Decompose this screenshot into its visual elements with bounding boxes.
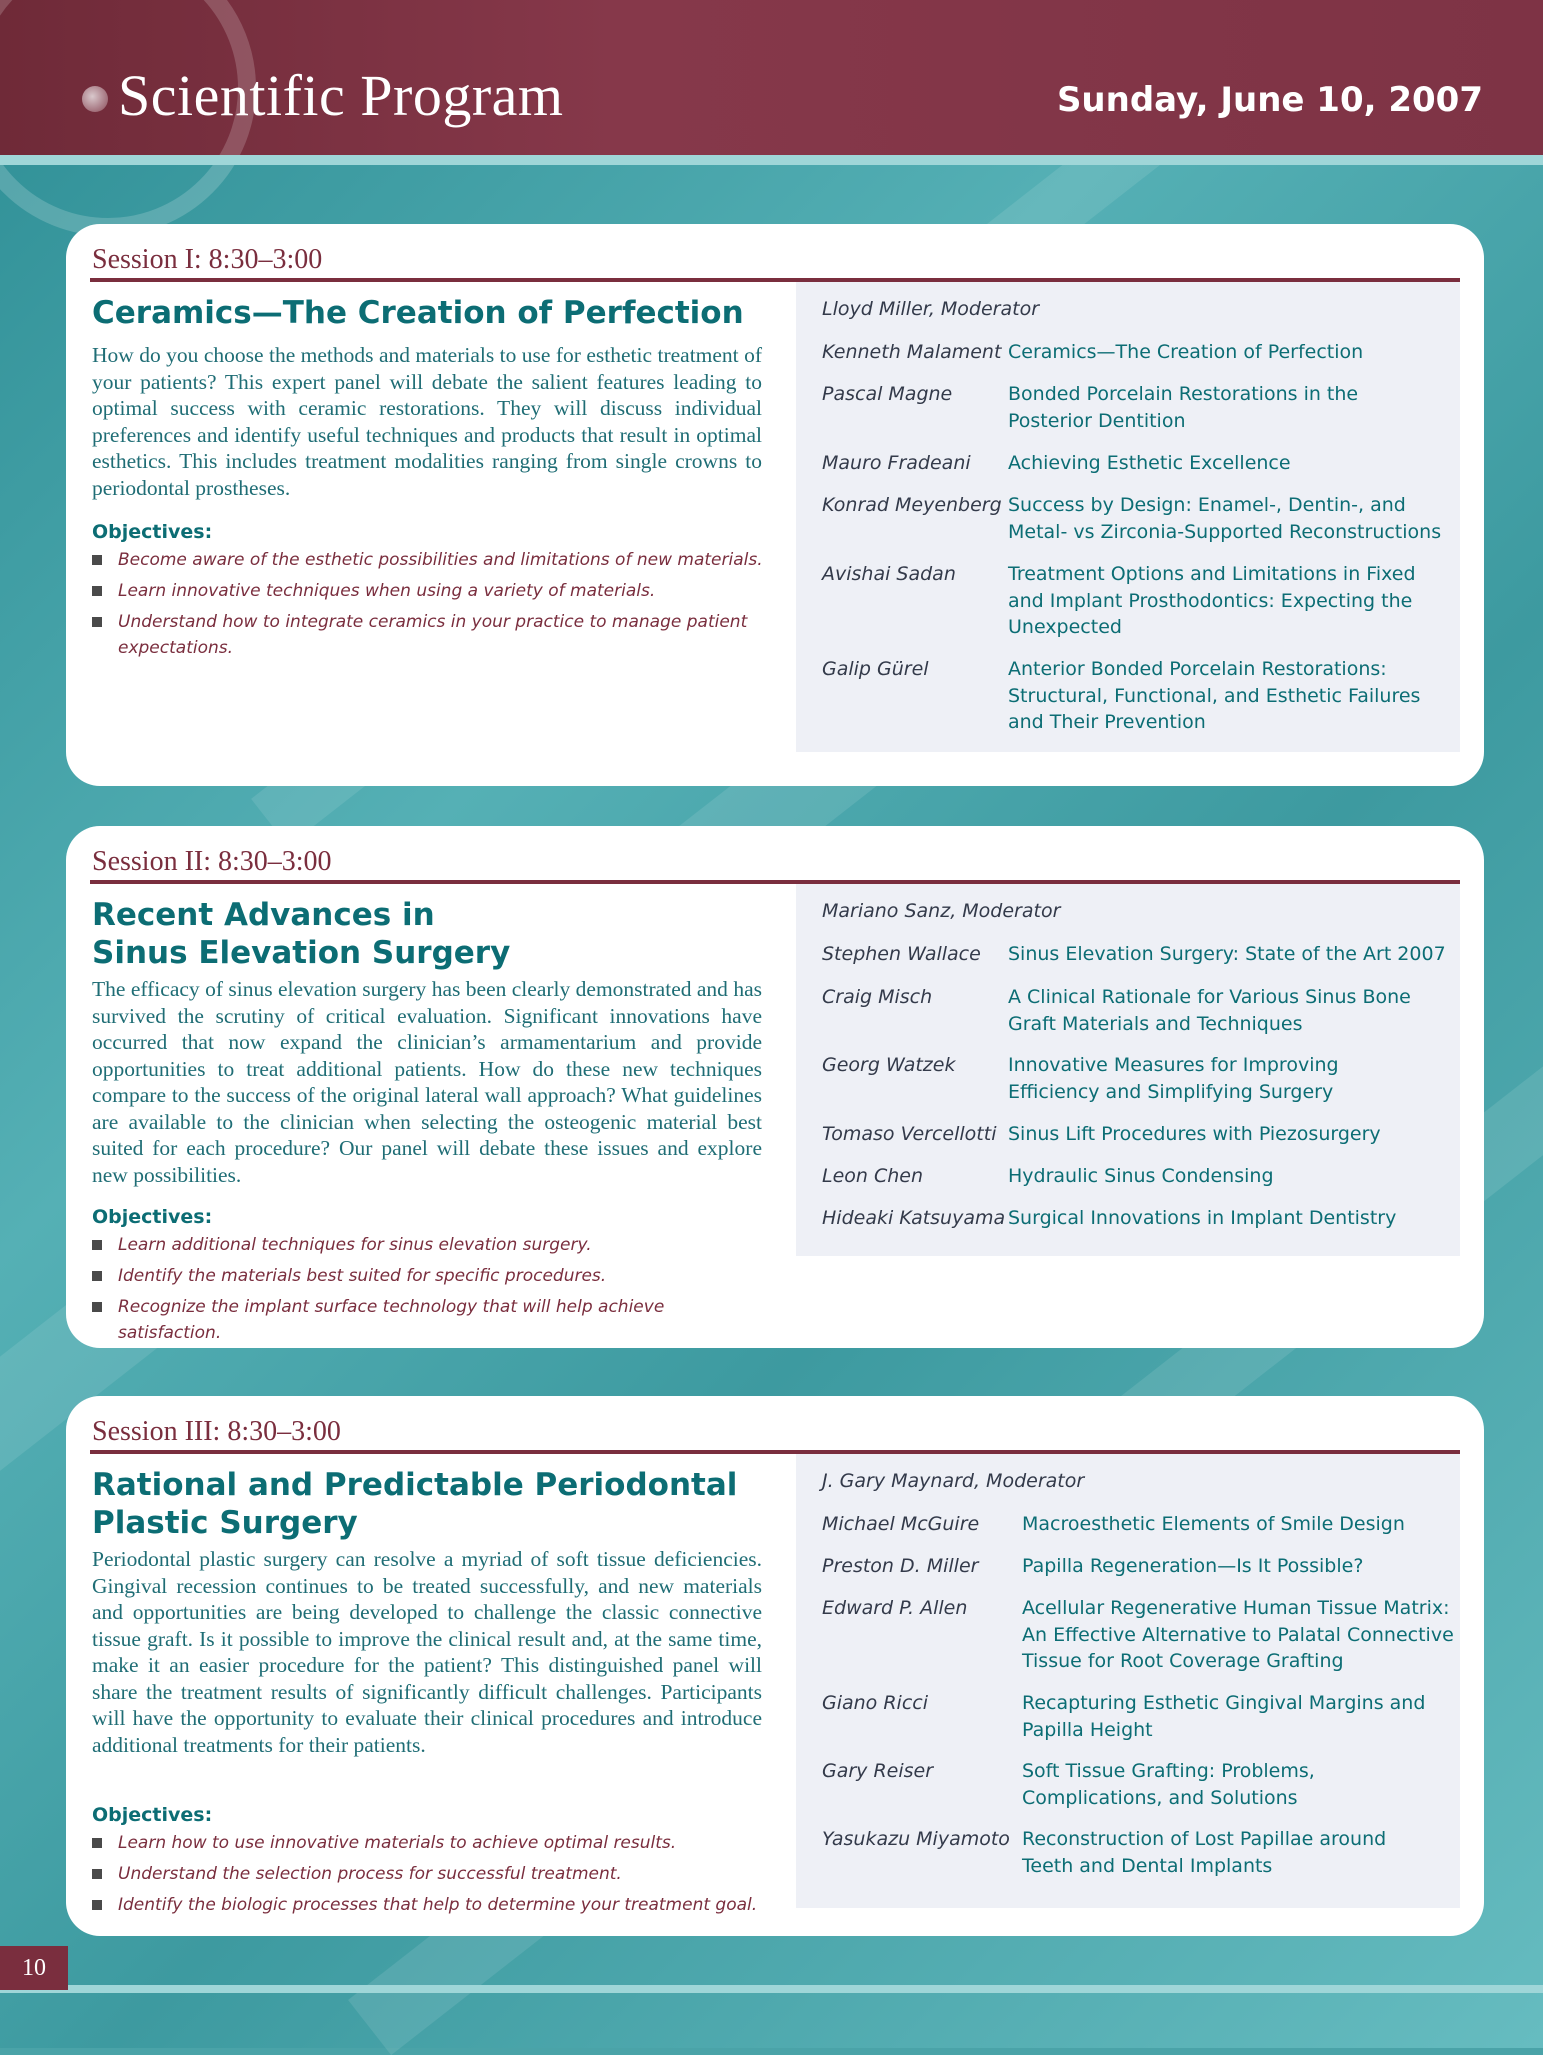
objectives-heading: Objectives: xyxy=(92,1206,213,1228)
talk-title: Acellular Regenerative Human Tissue Matrix: An Effective Alternative to Palatal Connective Tissue for Root Coverage Grafting xyxy=(1022,1597,1454,1672)
talk-title: Papilla Regeneration—Is It Possible? xyxy=(1022,1555,1364,1577)
speaker-name: Tomaso Vercellotti xyxy=(822,1123,997,1145)
talk-title: Achieving Esthetic Excellence xyxy=(1008,452,1291,474)
talk-title: Hydraulic Sinus Condensing xyxy=(1008,1165,1274,1187)
session-title: Recent Advances in Sinus Elevation Surgery xyxy=(92,897,511,971)
session-divider xyxy=(90,278,1460,282)
session-title: Rational and Predictable Periodontal Plastic Surgery xyxy=(92,1467,738,1541)
session-card xyxy=(66,224,1484,786)
session-label: Session II: 8:30–3:00 xyxy=(92,846,332,877)
speaker-name: Gary Reiser xyxy=(822,1760,934,1782)
speaker-name: Hideaki Katsuyama xyxy=(822,1207,1006,1229)
session-divider xyxy=(90,880,1460,884)
footer-divider xyxy=(0,1985,1543,1993)
talk-title: Anterior Bonded Porcelain Restorations: Structural, Functional, and Esthetic Failures and Their Prevention xyxy=(1008,658,1421,733)
speaker-name: Yasukazu Miyamoto xyxy=(822,1828,1010,1850)
objective-item: Identify the materials best suited for specific procedures. xyxy=(92,1263,772,1289)
session-card xyxy=(66,826,1484,1348)
session-label: Session I: 8:30–3:00 xyxy=(92,244,323,275)
speaker-name: Giano Ricci xyxy=(822,1692,929,1714)
speaker-name: Craig Misch xyxy=(822,986,933,1008)
objectives-list xyxy=(92,547,772,666)
session-description: The efficacy of sinus elevation surgery has been clearly demonstrated and has survived the scrutiny of critical evaluation. Significant innovations have occurred that now expand the clinician’s armamentarium and provide opportunities to treat additional patients. How do these new techniques compare to the success of the original lateral wall approach? What guidelines are available to the clinician when selecting the osteogenic material best suited for each procedure? Our panel will debate these issues and explore new possibilities. xyxy=(92,977,762,1187)
objectives-heading: Objectives: xyxy=(92,521,213,543)
objective-item: Identify the biologic processes that help to determine your treatment goal. xyxy=(92,1892,772,1918)
talk-title: Soft Tissue Grafting: Problems, Complications, and Solutions xyxy=(1022,1760,1315,1809)
page-date: Sunday, June 10, 2007 xyxy=(1056,80,1483,120)
session-description: How do you choose the methods and materials to use for esthetic treatment of your patients? This expert panel will debate the salient features leading to optimal success with ceramic restorations. They will discuss individual preferences and identify useful techniques and products that result in optimal esthetics. This includes treatment modalities ranging from single crowns to periodontal prostheses. xyxy=(92,343,762,500)
speaker-name: Leon Chen xyxy=(822,1165,924,1187)
objective-item: Understand how to integrate ceramics in your practice to manage patient expectations. xyxy=(92,609,758,661)
objectives-heading: Objectives: xyxy=(92,1804,213,1826)
moderator-name: Mariano Sanz, Moderator xyxy=(822,900,1061,922)
talk-title: Sinus Elevation Surgery: State of the Art 2007 xyxy=(1008,943,1446,965)
talk-title: Success by Design: Enamel-, Dentin-, and Metal- vs Zirconia-Supported Reconstructions xyxy=(1008,494,1442,543)
speaker-name: Stephen Wallace xyxy=(822,943,981,965)
speaker-name: Avishai Sadan xyxy=(822,563,956,585)
bullet-dot-icon xyxy=(82,86,108,112)
objective-item: Learn innovative techniques when using a variety of materials. xyxy=(92,578,772,604)
speaker-name: Preston D. Miller xyxy=(822,1555,979,1577)
page-title: Scientific Program xyxy=(118,63,564,128)
speaker-name: Edward P. Allen xyxy=(822,1597,968,1619)
session-divider xyxy=(90,1450,1460,1454)
talk-title: A Clinical Rationale for Various Sinus Bone Graft Materials and Techniques xyxy=(1008,986,1411,1035)
objectives-list xyxy=(92,1232,772,1351)
talk-title: Recapturing Esthetic Gingival Margins and Papilla Height xyxy=(1022,1692,1426,1741)
talk-title: Bonded Porcelain Restorations in the Posterior Dentition xyxy=(1008,383,1359,432)
objective-item: Learn additional techniques for sinus elevation surgery. xyxy=(92,1232,772,1258)
speaker-name: Galip Gürel xyxy=(822,658,929,680)
speaker-name: Konrad Meyenberg xyxy=(822,494,1002,516)
speaker-name: Mauro Fradeani xyxy=(822,452,971,474)
session-description: Periodontal plastic surgery can resolve a myriad of soft tissue deficiencies. Gingival recession continues to be treated successfully, and new materials and opportunities are being developed to challenge the classic connective tissue graft. Is it possible to improve the clinical result and, at the same time, make it an easier procedure for the patient? This distinguished panel will share the treatment results of significantly difficult challenges. Participants will have the opportunity to evaluate their clinical procedures and introduce additional treatments for their patients. xyxy=(92,1547,762,1757)
talk-title: Sinus Lift Procedures with Piezosurgery xyxy=(1008,1123,1381,1145)
talk-title: Surgical Innovations in Implant Dentistry xyxy=(1008,1207,1397,1229)
talk-title: Reconstruction of Lost Papillae around Teeth and Dental Implants xyxy=(1022,1828,1387,1877)
objective-item: Understand the selection process for successful treatment. xyxy=(92,1861,772,1887)
talk-title: Treatment Options and Limitations in Fixed and Implant Prosthodontics: Expecting the Unexpected xyxy=(1008,563,1416,638)
speaker-name: Pascal Magne xyxy=(822,383,953,405)
talk-title: Ceramics—The Creation of Perfection xyxy=(1008,341,1364,363)
speaker-name: Georg Watzek xyxy=(822,1054,956,1076)
session-card xyxy=(66,1396,1484,1936)
objective-item: Recognize the implant surface technology that will help achieve satisfaction. xyxy=(92,1294,772,1346)
moderator-name: Lloyd Miller, Moderator xyxy=(822,298,1040,320)
moderator-name: J. Gary Maynard, Moderator xyxy=(822,1470,1085,1492)
session-title: Ceramics—The Creation of Perfection xyxy=(92,295,744,331)
speaker-name: Kenneth Malament xyxy=(822,341,1002,363)
page-number: 10 xyxy=(0,1946,68,1990)
objective-item: Become aware of the esthetic possibilities and limitations of new materials. xyxy=(92,547,772,573)
talk-title: Innovative Measures for Improving Efficiency and Simplifying Surgery xyxy=(1008,1054,1339,1103)
objective-item: Learn how to use innovative materials to achieve optimal results. xyxy=(92,1830,772,1856)
header-divider xyxy=(0,155,1543,165)
session-label: Session III: 8:30–3:00 xyxy=(92,1416,341,1447)
page-header xyxy=(0,0,1543,155)
speaker-name: Michael McGuire xyxy=(822,1513,980,1535)
objectives-list xyxy=(92,1830,772,1923)
talk-title: Macroesthetic Elements of Smile Design xyxy=(1022,1513,1405,1535)
